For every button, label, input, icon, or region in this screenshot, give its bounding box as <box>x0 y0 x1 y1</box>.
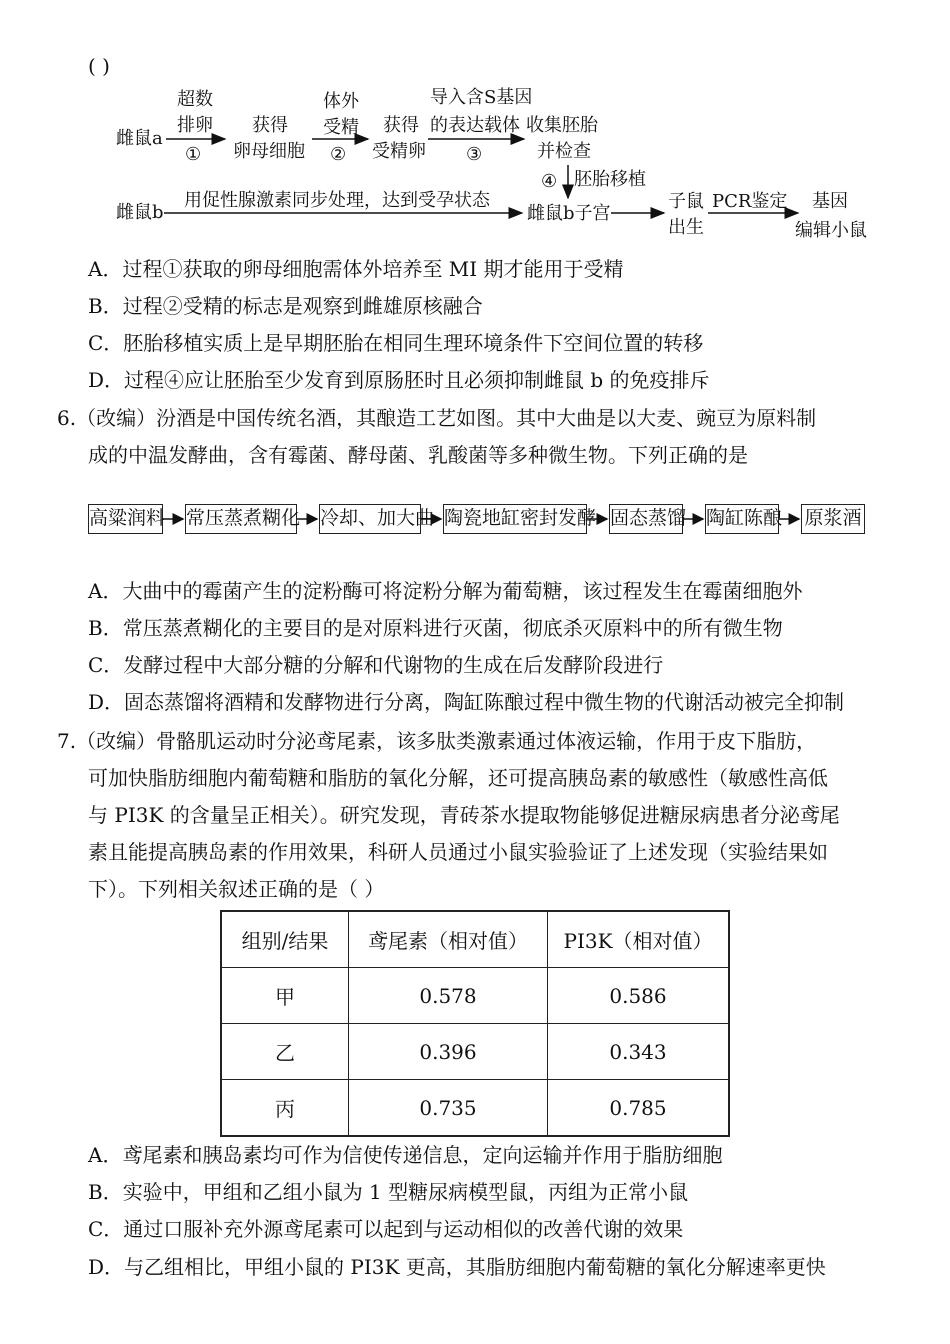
table-header: PI3K（相对值） <box>548 911 730 968</box>
flow-step-7: 原浆酒 <box>801 504 865 534</box>
label-get-oocyte-2: 卵母细胞 <box>233 141 305 162</box>
flow-step-1: 高粱润料 <box>88 504 163 534</box>
q6-option-c: C．发酵过程中大部分糖的分解和代谢物的生成在后发酵阶段进行 <box>88 653 664 677</box>
label-step3-mid: 的表达载体 <box>430 115 520 136</box>
q5-option-a: A．过程①获取的卵母细胞需体外培养至 MI 期才能用于受精 <box>88 257 624 281</box>
label-step2-top: 体外 <box>323 91 359 112</box>
q7-stem-line5: 下）。下列相关叙述正确的是（ ） <box>88 877 385 901</box>
q7-option-b: B．实验中，甲组和乙组小鼠为 1 型糖尿病模型鼠，丙组为正常小鼠 <box>88 1180 689 1204</box>
label-step1-mid: 排卵 <box>177 115 213 136</box>
flow-step-2: 常压蒸煮糊化 <box>185 504 297 534</box>
flow-step-5: 固态蒸馏 <box>609 504 683 534</box>
flow-step-3: 冷却、加大曲 <box>319 504 421 534</box>
table-header-row <box>221 911 729 968</box>
q7-option-c: C．通过口服补充外源鸢尾素可以起到与运动相似的改善代谢的效果 <box>88 1217 684 1241</box>
results-table <box>220 910 730 1137</box>
table-cell: 甲 <box>221 968 349 1024</box>
label-uterus: 雌鼠b子宫 <box>527 203 611 224</box>
q7-stem-line4: 素且能提高胰岛素的作用效果，科研人员通过小鼠实验验证了上述发现（实验结果如 <box>88 840 828 864</box>
label-step4-num: ④ <box>541 171 558 192</box>
label-step1-num: ① <box>185 144 202 165</box>
q6-option-b: B．常压蒸煮糊化的主要目的是对原料进行灭菌，彻底杀灭原料中的所有微生物 <box>88 616 783 640</box>
table-cell: 0.586 <box>548 968 730 1024</box>
label-hormone: 用促性腺激素同步处理，达到受孕状态 <box>184 190 490 211</box>
q6-stem-line1: 6.（改编）汾酒是中国传统名酒，其酿造工艺如图。其中大曲是以大麦、豌豆为原料制 <box>57 406 817 430</box>
table-header: 组别/结果 <box>221 911 349 968</box>
table-cell: 0.343 <box>548 1024 730 1080</box>
table-cell: 乙 <box>221 1024 349 1080</box>
q5-option-d: D．过程④应让胚胎至少发育到原肠胚时且必须抑制雌鼠 b 的免疫排斥 <box>88 368 710 392</box>
table-cell: 0.396 <box>349 1024 548 1080</box>
q7-option-d: D．与乙组相比，甲组小鼠的 PI3K 更高，其脂肪细胞内葡萄糖的氧化分解速率更快 <box>88 1255 826 1279</box>
table-cell: 0.735 <box>349 1080 548 1137</box>
q7-stem-line2: 可加快脂肪细胞内葡萄糖和脂肪的氧化分解，还可提高胰岛素的敏感性（敏感性高低 <box>88 766 828 790</box>
label-result-2: 编辑小鼠 <box>795 220 867 241</box>
answer-parentheses: ( ) <box>88 54 110 78</box>
label-mouse-a: 雌鼠a <box>116 128 163 149</box>
label-step1-top: 超数 <box>177 89 213 110</box>
q7-stem-line1: 7.（改编）骨骼肌运动时分泌鸢尾素，该多肽类激素通过体液运输，作用于皮下脂肪， <box>57 729 817 753</box>
table-row <box>221 968 729 1024</box>
label-pups-2: 出生 <box>668 217 704 238</box>
label-step3-top: 导入含S基因 <box>430 87 533 108</box>
label-step2-mid: 受精 <box>323 117 359 138</box>
label-pcr: PCR鉴定 <box>712 191 788 212</box>
label-collect-1: 收集胚胎 <box>526 115 598 136</box>
flow-step-6: 陶缸陈酿 <box>705 504 779 534</box>
label-get-zygote-1: 获得 <box>383 115 419 136</box>
q6-stem-line2: 成的中温发酵曲，含有霉菌、酵母菌、乳酸菌等多种微生物。下列正确的是 <box>88 443 748 467</box>
table-row <box>221 1024 729 1080</box>
label-pups-1: 子鼠 <box>668 191 704 212</box>
q6-option-d: D．固态蒸馏将酒精和发酵物进行分离，陶缸陈酿过程中微生物的代谢活动被完全抑制 <box>88 690 845 714</box>
q7-option-a: A．鸢尾素和胰岛素均可作为信使传递信息，定向运输并作用于脂肪细胞 <box>88 1143 723 1167</box>
label-result-1: 基因 <box>812 191 848 212</box>
q6-option-a: A．大曲中的霉菌产生的淀粉酶可将淀粉分解为葡萄糖，该过程发生在霉菌细胞外 <box>88 579 803 603</box>
table-row <box>221 1080 729 1137</box>
label-get-oocyte-1: 获得 <box>252 115 288 136</box>
flow-step-4: 陶瓷地缸密封发酵 <box>443 504 587 534</box>
q5-option-c: C．胚胎移植实质上是早期胚胎在相同生理环境条件下空间位置的转移 <box>88 331 704 355</box>
table-header: 鸢尾素（相对值） <box>349 911 548 968</box>
label-step3-num: ③ <box>466 144 483 165</box>
table-cell: 丙 <box>221 1080 349 1137</box>
q5-option-b: B．过程②受精的标志是观察到雌雄原核融合 <box>88 294 483 318</box>
table-cell: 0.785 <box>548 1080 730 1137</box>
label-get-zygote-2: 受精卵 <box>372 141 426 162</box>
table-cell: 0.578 <box>349 968 548 1024</box>
label-collect-2: 并检查 <box>537 141 591 162</box>
label-step4: 胚胎移植 <box>574 169 646 190</box>
label-mouse-b: 雌鼠b <box>116 202 164 223</box>
label-step2-num: ② <box>330 144 347 165</box>
q6-flow-arrows <box>0 0 950 560</box>
q7-stem-line3: 与 PI3K 的含量呈正相关）。研究发现，青砖茶水提取物能够促进糖尿病患者分泌鸢尾 <box>88 803 840 827</box>
